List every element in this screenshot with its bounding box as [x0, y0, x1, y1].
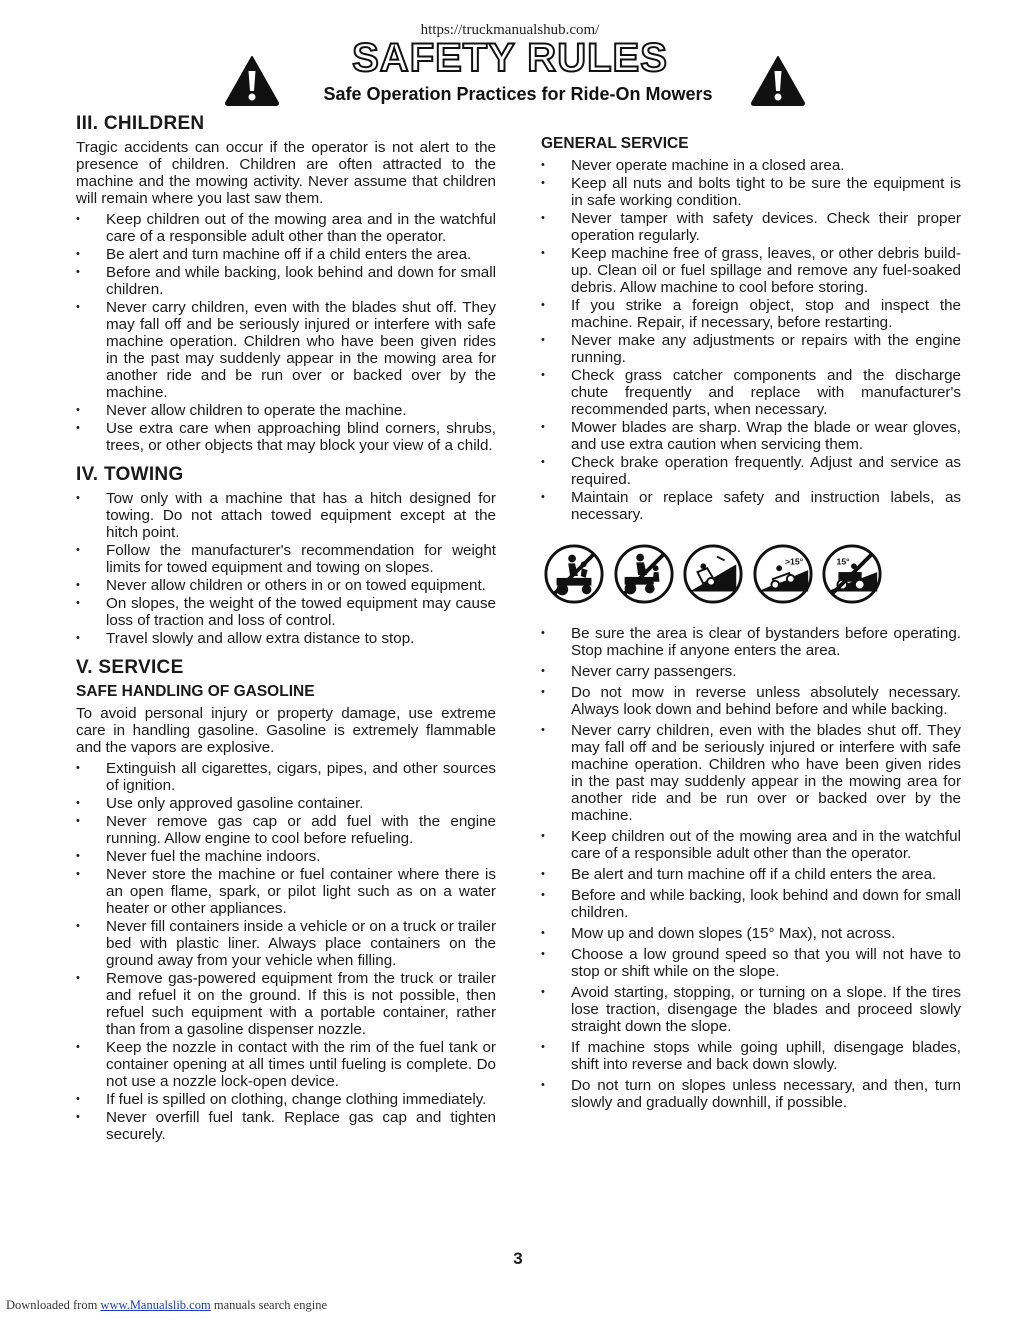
list-item: • Before and while backing, look behind and down for small children. [541, 887, 961, 921]
list-item: • Never operate machine in a closed area. [541, 157, 961, 174]
list-item: • Never overfill fuel tank. Replace gas cap and tighten securely. [76, 1109, 496, 1143]
download-footer [6, 1298, 327, 1313]
list-item: • Do not turn on slopes unless necessary, and then, turn slowly and gradually downhill, if possible. [541, 1077, 961, 1111]
list-item: • Extinguish all cigarettes, cigars, pipes, and other sources of ignition. [76, 760, 496, 794]
list-item: • Never make any adjustments or repairs with the engine running. [541, 332, 961, 366]
footer-prefix: Downloaded from [6, 1298, 101, 1312]
list-item: • Never allow children to operate the machine. [76, 402, 496, 419]
warning-icon [750, 55, 806, 107]
list-item: • Follow the manufacturer's recommendation for weight limits for towed equipment and towing on slopes. [76, 542, 496, 576]
manualslib-link[interactable]: www.Manualslib.com [100, 1298, 211, 1312]
list-item: • Keep children out of the mowing area and in the watchful care of a responsible adult other than the operator. [76, 211, 496, 245]
list-item: • Never remove gas cap or add fuel with the engine running. Allow engine to cool before refueling. [76, 813, 496, 847]
list-item: • Never carry children, even with the blades shut off. They may fall off and be seriously injured or interfere with safe machine operation. Children who have been given rides in the past may suddenly appear in the mowing area for another ride and be run over or backed over by the machine. [541, 722, 961, 824]
list-item: • Do not mow in reverse unless absolutely necessary. Always look down and behind before and while backing. [541, 684, 961, 718]
list-item: • Be alert and turn machine off if a child enters the area. [541, 866, 961, 883]
list-item: • Be alert and turn machine off if a child enters the area. [76, 246, 496, 263]
list-item: • Keep children out of the mowing area and in the watchful care of a responsible adult other than the operator. [541, 828, 961, 862]
list-item: • Keep the nozzle in contact with the rim of the fuel tank or container opening at all times until fueling is complete. Do not use a nozzle lock-open device. [76, 1039, 496, 1090]
children-intro: Tragic accidents can occur if the operator is not alert to the presence of children. Children are often attracted to the machine and the mowing activity. Never assume that children will remain where you last saw them. [76, 139, 496, 207]
list-item: • Check brake operation frequently. Adjust and service as required. [541, 454, 961, 488]
list-item: • Avoid starting, stopping, or turning on a slope. If the tires lose traction, disengage the blades and proceed slowly straight down the slope. [541, 984, 961, 1035]
list-item: • Check grass catcher components and the discharge chute frequently and replace with manufacturer's recommended parts, when necessary. [541, 367, 961, 418]
left-column [76, 113, 496, 1144]
towing-list [76, 490, 496, 647]
children-list [76, 211, 496, 454]
source-url: https://truckmanualshub.com/ [420, 22, 600, 38]
safety-pictograms [543, 543, 883, 605]
list-item: • Never allow children or others in or on towed equipment. [76, 577, 496, 594]
list-item: • Tow only with a machine that has a hitch designed for towing. Do not attach towed equipment except at the hitch point. [76, 490, 496, 541]
no-children-icon [613, 543, 675, 605]
list-item: • Keep machine free of grass, leaves, or other debris build-up. Clean oil or fuel spillage and remove any fuel-soaked debris. Allow machine to cool before storing. [541, 245, 961, 296]
operation-list [541, 625, 961, 1111]
no-passengers-icon [543, 543, 605, 605]
slope-angle-label: >15° [784, 556, 803, 567]
list-item: • Never store the machine or fuel container where there is an open flame, spark, or pilot light such as on a water heater or other appliances. [76, 866, 496, 917]
list-item: • Never tamper with safety devices. Check their proper operation regularly. [541, 210, 961, 244]
gasoline-list [76, 760, 496, 1143]
list-item: • Use only approved gasoline container. [76, 795, 496, 812]
list-item: • Never carry children, even with the blades shut off. They may fall off and be seriously injured or interfere with safe machine operation. Children who have been given rides in the past may suddenly appear in the mowing area for another ride and be run over or backed over by the machine. [76, 299, 496, 401]
list-item: • Mower blades are sharp. Wrap the blade or wear gloves, and use extra caution when servicing them. [541, 419, 961, 453]
list-item: • If machine stops while going uphill, disengage blades, shift into reverse and back down slowly. [541, 1039, 961, 1073]
list-item: • Never carry passengers. [541, 663, 961, 680]
general-service-list [541, 157, 961, 523]
list-item: • On slopes, the weight of the towed equipment may cause loss of traction and loss of control. [76, 595, 496, 629]
list-item: • Never fill containers inside a vehicle or on a truck or trailer bed with plastic liner. Always place containers on the ground away from your vehicle when filling. [76, 918, 496, 969]
page-subtitle: Safe Operation Practices for Ride-On Mowers [323, 84, 713, 104]
no-slope-across-icon [821, 543, 883, 605]
section-heading-children: III. CHILDREN [76, 113, 205, 134]
page-title: SAFETY RULES [352, 36, 668, 80]
list-item: • Travel slowly and allow extra distance to stop. [76, 630, 496, 647]
list-item: • Use extra care when approaching blind corners, shrubs, trees, or other objects that may block your view of a child. [76, 420, 496, 454]
list-item: • Be sure the area is clear of bystanders before operating. Stop machine if anyone enters the area. [541, 625, 961, 659]
list-item: • Before and while backing, look behind and down for small children. [76, 264, 496, 298]
list-item: • Choose a low ground speed so that you will not have to stop or shift while on the slope. [541, 946, 961, 980]
list-item: • Keep all nuts and bolts tight to be sure the equipment is in safe working condition. [541, 175, 961, 209]
list-item: • If fuel is spilled on clothing, change clothing immediately. [76, 1091, 496, 1108]
list-item: • If you strike a foreign object, stop and inspect the machine. Repair, if necessary, before restarting. [541, 297, 961, 331]
subheading-gasoline: SAFE HANDLING OF GASOLINE [76, 683, 315, 700]
slope-limit-icon [752, 543, 814, 605]
right-column [541, 135, 961, 1115]
list-item: • Mow up and down slopes (15° Max), not across. [541, 925, 961, 942]
list-item: • Maintain or replace safety and instruction labels, as necessary. [541, 489, 961, 523]
list-item: • Remove gas-powered equipment from the truck or trailer and refuel it on the ground. If this is not possible, then refuel such equipment with a portable container, rather than from a gasoline dispenser nozzle. [76, 970, 496, 1038]
page-number: 3 [513, 1249, 523, 1268]
subheading-general-service: GENERAL SERVICE [541, 135, 689, 152]
section-heading-towing: IV. TOWING [76, 464, 184, 485]
section-heading-service: V. SERVICE [76, 657, 184, 678]
slope-angle-label: 15° [836, 556, 850, 567]
slope-tipping-icon [682, 543, 744, 605]
list-item: • Never fuel the machine indoors. [76, 848, 496, 865]
gasoline-intro: To avoid personal injury or property damage, use extreme care in handling gasoline. Gasoline is extremely flammable and the vapors are explosive. [76, 705, 496, 756]
footer-suffix: manuals search engine [210, 1298, 327, 1312]
